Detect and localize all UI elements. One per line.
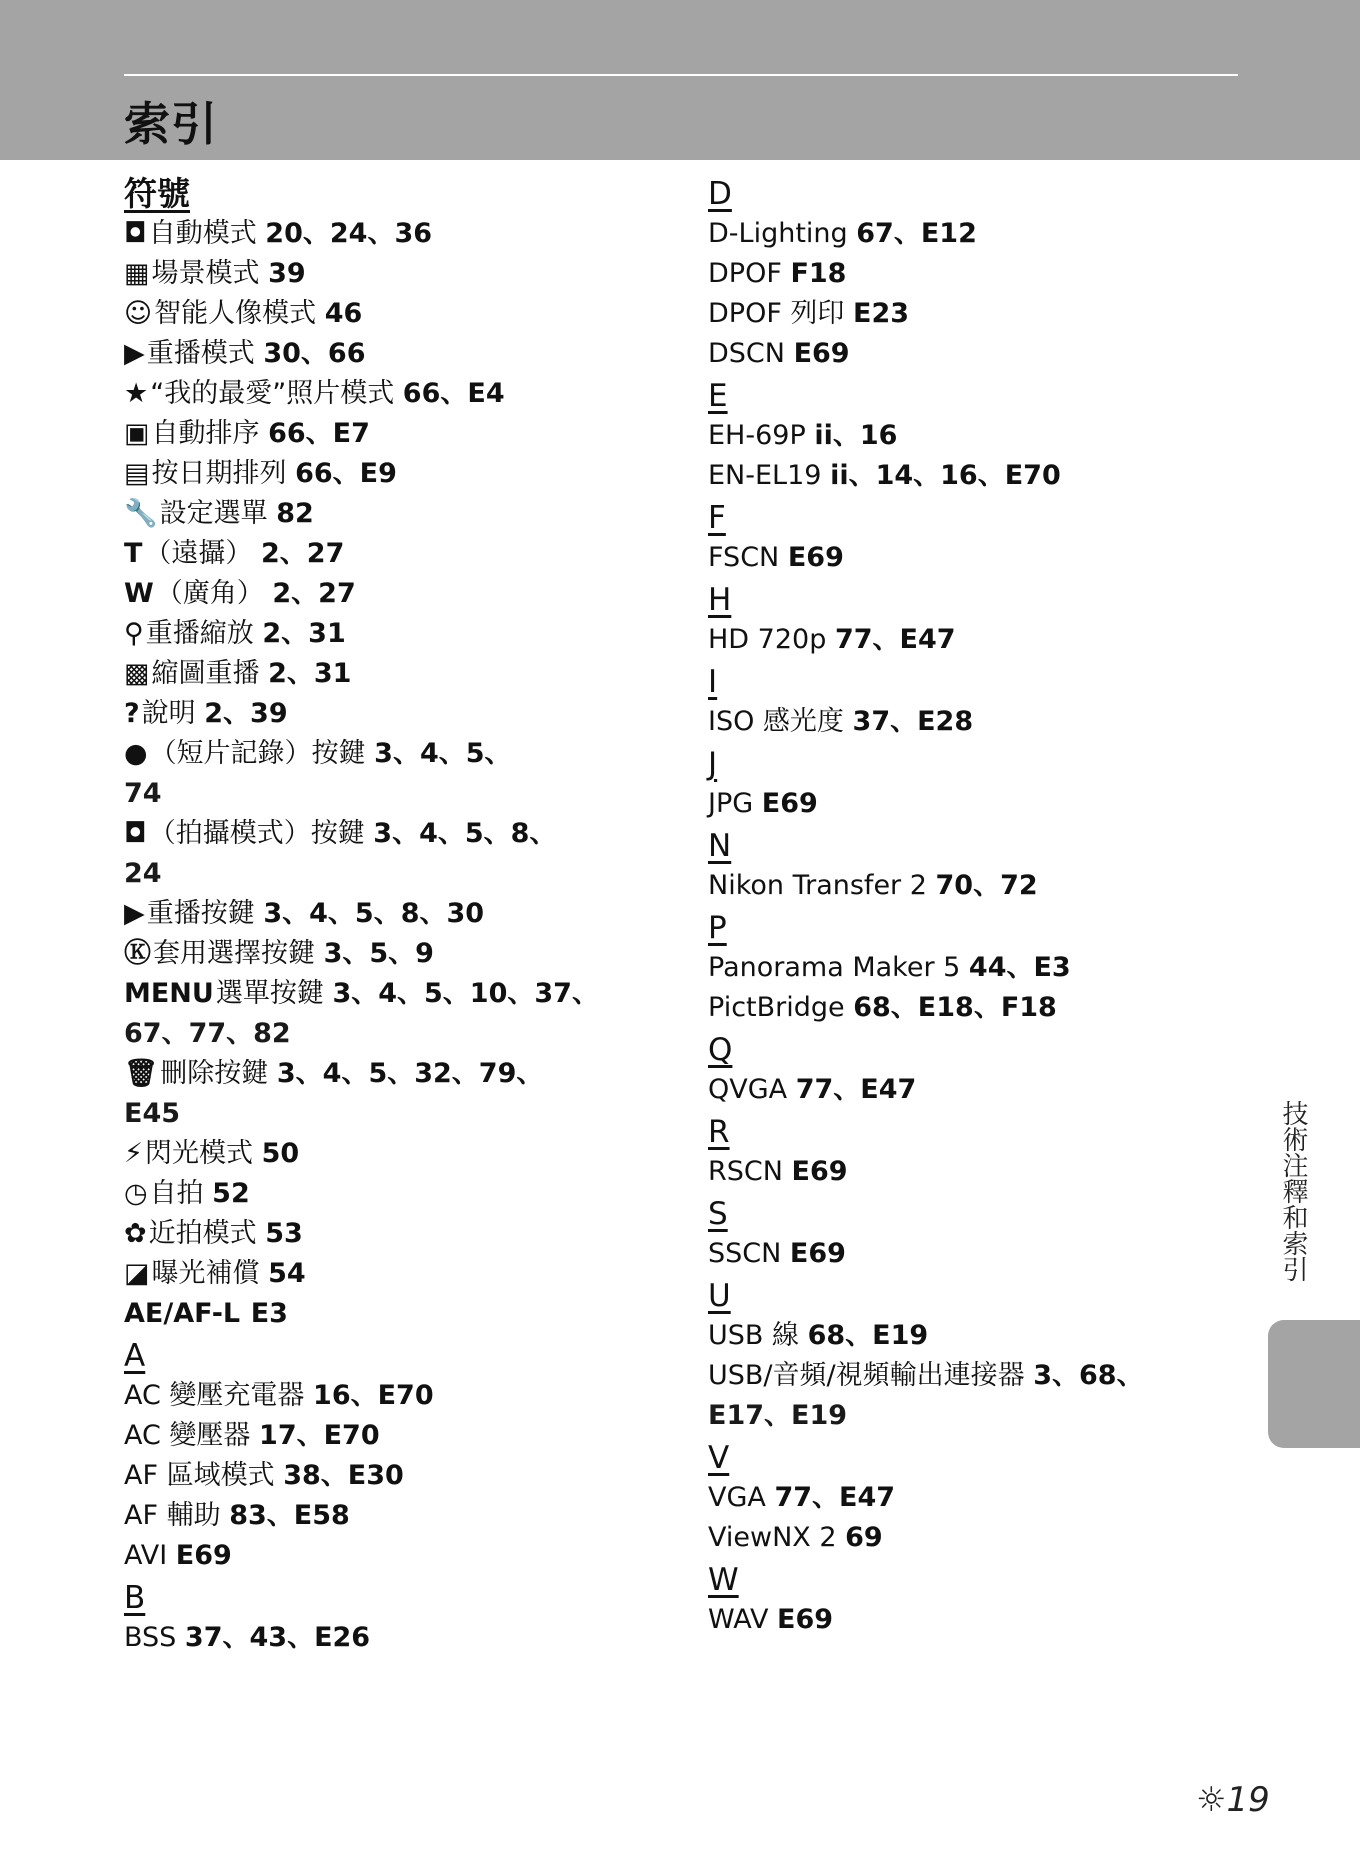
index-entry (124, 494, 644, 534)
index-heading: E (708, 378, 728, 414)
index-entry (708, 1152, 1228, 1192)
index-term: 自動排序 (151, 418, 260, 449)
index-pages-continued: 24 (124, 858, 162, 889)
index-term: VGA (708, 1482, 766, 1513)
index-heading: J (708, 746, 718, 782)
index-pages: E69 (787, 542, 844, 573)
index-pages: 82 (276, 498, 314, 529)
index-pages: 3、4、5、8、30 (263, 898, 485, 929)
index-entry (124, 1054, 644, 1094)
index-pages: 77、E47 (834, 624, 956, 655)
index-pages: 3、5、9 (323, 938, 434, 969)
camera-icon: ◘ (124, 218, 147, 249)
index-entry (124, 1294, 644, 1334)
index-term: （短片記錄）按鍵 (149, 738, 366, 769)
index-entry (124, 734, 644, 774)
index-term: 選單按鍵 (215, 978, 324, 1009)
list-by-date-icon: ▤ (124, 458, 150, 489)
index-heading: P (708, 910, 727, 946)
index-pages: 53 (265, 1218, 303, 1249)
index-term: 設定選單 (159, 498, 268, 529)
index-heading: D (708, 176, 732, 212)
index-pages: 69 (845, 1522, 883, 1553)
index-term: AC 變壓充電器 (124, 1380, 305, 1411)
help-icon: ? (124, 698, 140, 729)
index-entry (708, 538, 1228, 578)
index-heading: V (708, 1440, 730, 1476)
index-term: EN-EL19 (708, 460, 822, 491)
index-pages: 37、E28 (852, 706, 974, 737)
index-heading: 符號 (124, 174, 190, 213)
index-entry (708, 1478, 1228, 1518)
index-entry (708, 1234, 1228, 1274)
self-timer-icon: ◷ (124, 1178, 148, 1209)
index-entry (124, 614, 644, 654)
index-heading: B (124, 1580, 146, 1616)
camera-icon: ◘ (124, 818, 147, 849)
index-pages-continued: 67、77、82 (124, 1018, 291, 1049)
index-column-left (124, 172, 644, 1658)
index-term: USB/音頻/視頻輸出連接器 (708, 1360, 1025, 1391)
section-side-label: 技術注釋和索引 (1278, 1100, 1308, 1282)
page-title: 索引 (124, 97, 218, 151)
index-term: 重播縮放 (145, 618, 254, 649)
index-pages: 30、66 (263, 338, 366, 369)
index-pages: 77、E47 (774, 1482, 896, 1513)
index-entry (124, 454, 644, 494)
flash-icon: ⚡ (124, 1138, 143, 1169)
index-pages: 46 (324, 298, 363, 329)
index-entry (708, 866, 1228, 906)
index-entry (124, 694, 644, 734)
zoom-icon: ⚲ (124, 618, 144, 649)
index-pages: E69 (777, 1604, 834, 1635)
index-pages: E69 (175, 1540, 232, 1571)
index-entry (124, 374, 644, 414)
index-term: AF 輔助 (124, 1500, 221, 1531)
index-entry (124, 1214, 644, 1254)
index-entry (708, 1316, 1228, 1356)
index-pages: 2、27 (261, 538, 345, 569)
index-pages: F18 (790, 258, 847, 289)
index-term: SSCN (708, 1238, 782, 1269)
index-term: 說明 (141, 698, 196, 729)
index-term: 按日期排列 (151, 458, 287, 489)
index-pages: 66、E4 (402, 378, 505, 409)
index-entry (124, 1134, 644, 1174)
smart-portrait-icon: ☺ (124, 298, 153, 329)
index-pages: 20、24、36 (265, 218, 433, 249)
index-pages: 3、4、5、8、 (373, 818, 557, 849)
index-term: 縮圖重播 (151, 658, 260, 689)
index-pages: 2、39 (204, 698, 288, 729)
index-pages: 68、E19 (807, 1320, 929, 1351)
index-pages: 2、27 (272, 578, 356, 609)
index-heading: R (708, 1114, 730, 1150)
index-pages: E69 (761, 788, 818, 819)
index-entry (708, 948, 1228, 988)
index-term: DPOF (708, 258, 782, 289)
index-entry (708, 294, 1228, 334)
index-term: Nikon Transfer 2 (708, 870, 927, 901)
index-pages: 44、E3 (968, 952, 1071, 983)
index-pages-continued: 74 (124, 778, 162, 809)
index-pages: 2、31 (268, 658, 352, 689)
index-term: FSCN (708, 542, 780, 573)
index-term: AVI (124, 1540, 168, 1571)
index-entry (124, 294, 644, 334)
menu-icon: MENU (124, 978, 214, 1009)
index-term: AF 區域模式 (124, 1460, 275, 1491)
index-entry (124, 1254, 644, 1294)
page-number (1196, 1780, 1270, 1820)
index-entry (124, 574, 644, 614)
page-number-value: 19 (1226, 1780, 1270, 1820)
index-pages: 52 (212, 1178, 250, 1209)
index-column-right (708, 172, 1228, 1640)
index-term: （拍攝模式）按鍵 (148, 818, 365, 849)
index-term: 智能人像模式 (154, 298, 317, 329)
index-entry (708, 702, 1228, 742)
index-entry (708, 1070, 1228, 1110)
tip-icon: ☼ (1196, 1780, 1227, 1820)
index-pages: 77、E47 (795, 1074, 917, 1105)
favorite-icon: ★ (124, 378, 149, 409)
index-term: （遠攝） (144, 538, 253, 569)
index-term: DPOF 列印 (708, 298, 845, 329)
exposure-icon: ◪ (124, 1258, 150, 1289)
index-term: JPG (708, 788, 754, 819)
index-term: WAV (708, 1604, 769, 1635)
index-pages: 3、4、5、10、37、 (332, 978, 599, 1009)
index-pages: 37、43、E26 (184, 1622, 371, 1653)
auto-sort-icon: ▣ (124, 418, 150, 449)
index-entry (708, 254, 1228, 294)
index-term: 閃光模式 (144, 1138, 253, 1169)
index-entry (708, 1600, 1228, 1640)
index-entry (708, 1518, 1228, 1558)
index-entry (124, 934, 644, 974)
index-entry (124, 334, 644, 374)
index-entry (124, 1456, 644, 1496)
macro-icon: ✿ (124, 1218, 147, 1249)
index-pages: E3 (250, 1298, 288, 1329)
index-pages: 17、E70 (259, 1420, 380, 1451)
index-term: ISO 感光度 (708, 706, 844, 737)
index-entry (124, 1536, 644, 1576)
tele-icon: T (124, 538, 143, 569)
page-header (0, 0, 1360, 160)
index-term: Panorama Maker 5 (708, 952, 961, 983)
scene-icon: ▦ (124, 258, 150, 289)
index-pages: 2、31 (262, 618, 346, 649)
index-term: “我的最愛”照片模式 (150, 378, 395, 409)
index-term: RSCN (708, 1156, 783, 1187)
index-pages-continued: E45 (124, 1098, 181, 1129)
index-heading: F (708, 500, 726, 536)
index-term: 重播按鍵 (146, 898, 255, 929)
index-entry (708, 334, 1228, 374)
header-divider (124, 74, 1238, 76)
index-entry (124, 1618, 644, 1658)
index-term: 套用選擇按鍵 (153, 938, 315, 969)
index-entry (708, 456, 1228, 496)
index-heading: U (708, 1278, 731, 1314)
index-pages: 39 (268, 258, 306, 289)
index-pages: 67、E12 (856, 218, 977, 249)
playback-icon: ▶ (124, 338, 145, 369)
index-entry (708, 784, 1228, 824)
index-pages: ii、16 (814, 420, 898, 451)
index-pages: 54 (268, 1258, 306, 1289)
index-pages: E69 (789, 1238, 846, 1269)
index-entry (124, 974, 644, 1014)
index-pages: 68、E18、F18 (853, 992, 1057, 1023)
index-pages: 70、72 (935, 870, 1038, 901)
index-term: AC 變壓器 (124, 1420, 251, 1451)
index-term: BSS (124, 1622, 177, 1653)
index-pages: 3、4、5、32、79、 (276, 1058, 544, 1089)
index-term: 自拍 (149, 1178, 204, 1209)
index-pages: 3、4、5、 (374, 738, 512, 769)
index-pages: 66、E9 (295, 458, 397, 489)
index-pages: 38、E30 (283, 1460, 404, 1491)
index-pages: 3、68、 (1033, 1360, 1144, 1391)
index-term: 重播模式 (146, 338, 255, 369)
index-entry (124, 814, 644, 854)
index-entry (124, 894, 644, 934)
index-term: 場景模式 (151, 258, 260, 289)
index-term: 曝光補償 (151, 1258, 260, 1289)
index-entry (708, 214, 1228, 254)
index-term: 刪除按鍵 (160, 1058, 269, 1089)
index-pages: E69 (793, 338, 850, 369)
index-term: （廣角） (155, 578, 264, 609)
index-pages: E23 (853, 298, 910, 329)
index-entry (124, 1376, 644, 1416)
index-term: 近拍模式 (148, 1218, 257, 1249)
index-heading: I (708, 664, 718, 700)
index-term: ViewNX 2 (708, 1522, 837, 1553)
index-heading: Q (708, 1032, 733, 1068)
index-heading: W (708, 1562, 739, 1598)
index-entry (124, 534, 644, 574)
index-pages-continued: E17、E19 (708, 1400, 848, 1431)
index-entry (708, 416, 1228, 456)
index-pages: 16、E70 (313, 1380, 434, 1411)
index-pages: E69 (791, 1156, 848, 1187)
index-heading: N (708, 828, 732, 864)
index-entry (708, 988, 1228, 1028)
index-term: 自動模式 (148, 218, 257, 249)
thumbnail-icon: ▩ (124, 658, 150, 689)
delete-icon: 🗑 (124, 1058, 159, 1089)
index-entry (124, 1496, 644, 1536)
ok-icon: Ⓚ (124, 938, 151, 969)
index-heading: H (708, 582, 732, 618)
index-pages: ii、14、16、E70 (830, 460, 1061, 491)
index-term: HD 720p (708, 624, 827, 655)
index-entry (708, 1356, 1228, 1396)
index-entry (124, 414, 644, 454)
index-term: EH-69P (708, 420, 806, 451)
ae-af-lock-icon: AE/AF-L (124, 1298, 241, 1329)
index-pages: 50 (261, 1138, 300, 1169)
index-pages: 83、E58 (229, 1500, 350, 1531)
index-term: QVGA (708, 1074, 788, 1105)
index-heading: A (124, 1338, 146, 1374)
index-entry (708, 620, 1228, 660)
index-entry (124, 1174, 644, 1214)
index-pages: 66、E7 (268, 418, 370, 449)
index-entry (124, 654, 644, 694)
index-term: DSCN (708, 338, 785, 369)
index-entry (124, 1416, 644, 1456)
record-icon: ● (124, 738, 148, 769)
section-tab (1268, 1320, 1360, 1448)
playback-icon: ▶ (124, 898, 145, 929)
index-term: D-Lighting (708, 218, 848, 249)
index-entry (124, 254, 644, 294)
index-entry (124, 214, 644, 254)
wrench-icon: 🔧 (124, 498, 158, 529)
wide-icon: W (124, 578, 154, 609)
index-term: USB 線 (708, 1320, 800, 1351)
index-heading: S (708, 1196, 728, 1232)
index-term: PictBridge (708, 992, 845, 1023)
